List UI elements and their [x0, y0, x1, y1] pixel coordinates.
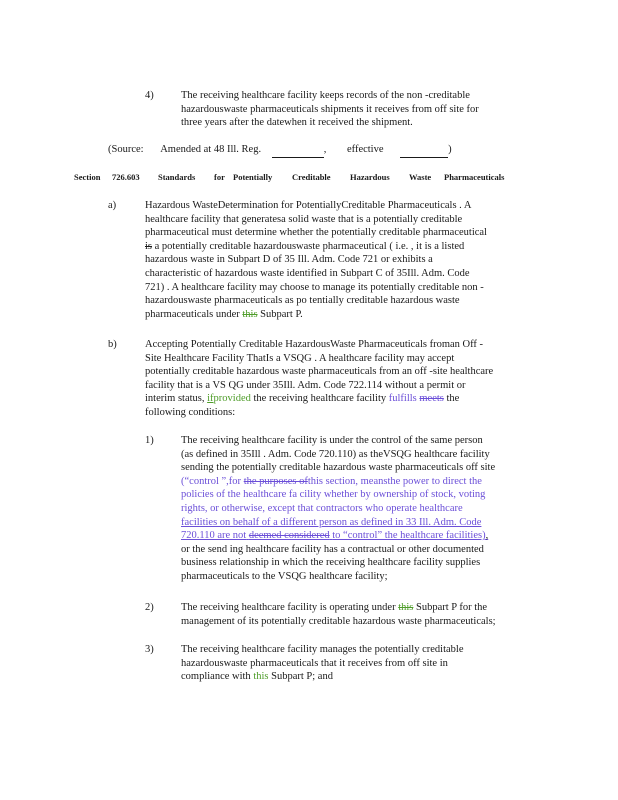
text-line: following conditions:	[145, 406, 236, 418]
text-line: The receiving healthcare facility manages the potentially creditable	[181, 644, 464, 655]
text-line: The receiving healthcare facility keeps records of the non -creditable	[181, 90, 470, 101]
text-line: 721) . A healthcare facility may choose to manage its potentially creditable non -	[145, 281, 484, 293]
condition-2-text	[181, 601, 531, 628]
text-line	[145, 308, 532, 322]
close-paren: )	[448, 144, 452, 155]
text-span: the	[446, 393, 460, 405]
text-line: pharmaceuticals to the VSQG healthcare facility;	[181, 570, 388, 582]
text-span: compliance with	[181, 671, 251, 683]
text-line	[145, 240, 532, 254]
paragraph-number: a)	[108, 200, 117, 211]
text-line	[181, 529, 529, 543]
deleted-text: the purposes of	[243, 475, 308, 487]
inserted-text: to “control” the healthcare facilities)	[332, 530, 486, 542]
text-line: or the send ing healthcare facility has a contractual or other documented	[181, 543, 484, 555]
inserted-text: 720.110 are not	[181, 530, 247, 542]
deleted-text: deemed considered	[248, 530, 330, 542]
text-line: hazardouswaste pharmaceuticals as po tentially creditable hazardous waste	[145, 295, 460, 307]
text-line	[181, 475, 529, 489]
text-line: hazardouswaste pharmaceuticals that it receives from off site in	[181, 657, 448, 669]
text-line: sending the potentially creditable hazardous waste pharmaceuticals off site	[181, 462, 496, 474]
source-text: Amended at 48 Ill. Reg.	[160, 144, 262, 155]
item-number: 4)	[145, 90, 154, 101]
text-span: The receiving healthcare facility is operating under	[181, 602, 396, 613]
section-title-word: Hazardous	[350, 172, 390, 182]
text-span: the receiving healthcare facility	[253, 393, 387, 405]
comma: ,	[323, 144, 327, 155]
text-span: pharmaceuticals under	[145, 308, 240, 320]
section-title-word: for	[214, 172, 225, 182]
text-line: management of its potentially creditable hazardous waste pharmaceuticals;	[181, 615, 496, 627]
text-line: hazardous waste in Subpart D of 35 Ill. Adm. Code 721 or exhibits a	[145, 254, 433, 266]
deleted-text: meets	[419, 393, 444, 405]
text-span: interim status,	[145, 393, 205, 405]
text-line: (as defined in 35Ill . Adm. Code 720.110) as theVSQG healthcare facility	[181, 448, 490, 460]
item-4-text	[181, 89, 521, 130]
text-line: potentially creditable hazardous waste pharmaceuticals from an off -site healthcare	[145, 366, 494, 378]
text-line: three years after the datewhen it received the shipment.	[181, 117, 413, 129]
condition-3-text	[181, 643, 493, 684]
condition-number: 3)	[145, 644, 154, 655]
text-span: Subpart P.	[260, 308, 303, 320]
text-line: characteristic of hazardous waste identified in Subpart C of 35Ill. Adm. Code	[145, 267, 470, 279]
text-line: facility that is a VS QG under 35Ill. Adm. Code 722.114 without a permit or	[145, 379, 466, 391]
text-span: a potentially creditable hazardouswaste pharmaceutical ( i.e. , it is a listed	[154, 240, 465, 252]
section-title-word: Creditable	[292, 172, 331, 182]
text-span: Subpart P for the	[416, 602, 488, 613]
section-title-word: Standards	[158, 172, 196, 182]
text-line: pharmaceutical must determine whether the potentially creditable pharmaceutical	[145, 227, 487, 239]
text-line: business relationship in which the receiving healthcare facility supplies	[181, 557, 481, 569]
text-line: rights, or otherwise, except that contractors who operate healthcare	[181, 502, 463, 514]
section-label: Section	[74, 172, 101, 182]
paragraph-b-text	[145, 338, 537, 420]
deleted-text: this	[398, 602, 414, 613]
blank-line	[272, 143, 324, 158]
source-label: (Source:	[108, 144, 144, 155]
deleted-text: is	[145, 240, 153, 252]
paragraph-number: b)	[108, 339, 117, 350]
section-title-word: Waste	[409, 172, 432, 182]
text-line: hazardouswaste pharmaceuticals shipments it receives from off site for	[181, 103, 479, 115]
text-line: policies of the healthcare fa cility whether by ownership of stock, voting	[181, 489, 486, 501]
condition-number: 1)	[145, 435, 154, 446]
blank-line	[400, 143, 448, 158]
text-span: Subpart P; and	[271, 671, 333, 683]
section-title-word: Pharmaceuticals	[444, 172, 505, 182]
text-line: The receiving healthcare facility is under the control of the same person	[181, 435, 483, 446]
condition-number: 2)	[145, 602, 154, 613]
text-line: Hazardous WasteDetermination for PotentiallyCreditable Pharmaceuticals . A	[145, 200, 472, 211]
text-line: facilities on behalf of a different person as defined in 33 Ill. Adm. Code	[181, 516, 482, 528]
text-line: healthcare facility that generatesa solid waste that is a potentially creditable	[145, 213, 463, 225]
condition-1-text	[181, 434, 529, 584]
inserted-text: fulfills	[388, 393, 417, 405]
effective-label: effective	[346, 144, 384, 155]
text-span: ,	[485, 530, 489, 542]
inserted-text: this	[253, 671, 269, 683]
inserted-text: provided	[213, 393, 251, 405]
text-line: Site Healthcare Facility ThatIs a VSQG . A healthcare facility may accept	[145, 352, 455, 364]
source-note	[108, 143, 528, 158]
text-line	[181, 601, 531, 615]
deleted-text: this	[242, 308, 258, 320]
inserted-text: (“control ”,for	[181, 475, 242, 487]
inserted-text: this section, meansthe power to direct the	[307, 475, 482, 487]
text-line: Accepting Potentially Creditable HazardousWaste Pharmaceuticals froman Off -	[145, 339, 484, 350]
text-line	[145, 392, 537, 406]
text-line	[181, 670, 493, 684]
inserted-text: if	[207, 393, 214, 405]
paragraph-a-text	[145, 199, 532, 321]
section-number: 726.603	[112, 172, 140, 182]
section-title-word: Potentially	[233, 172, 273, 182]
